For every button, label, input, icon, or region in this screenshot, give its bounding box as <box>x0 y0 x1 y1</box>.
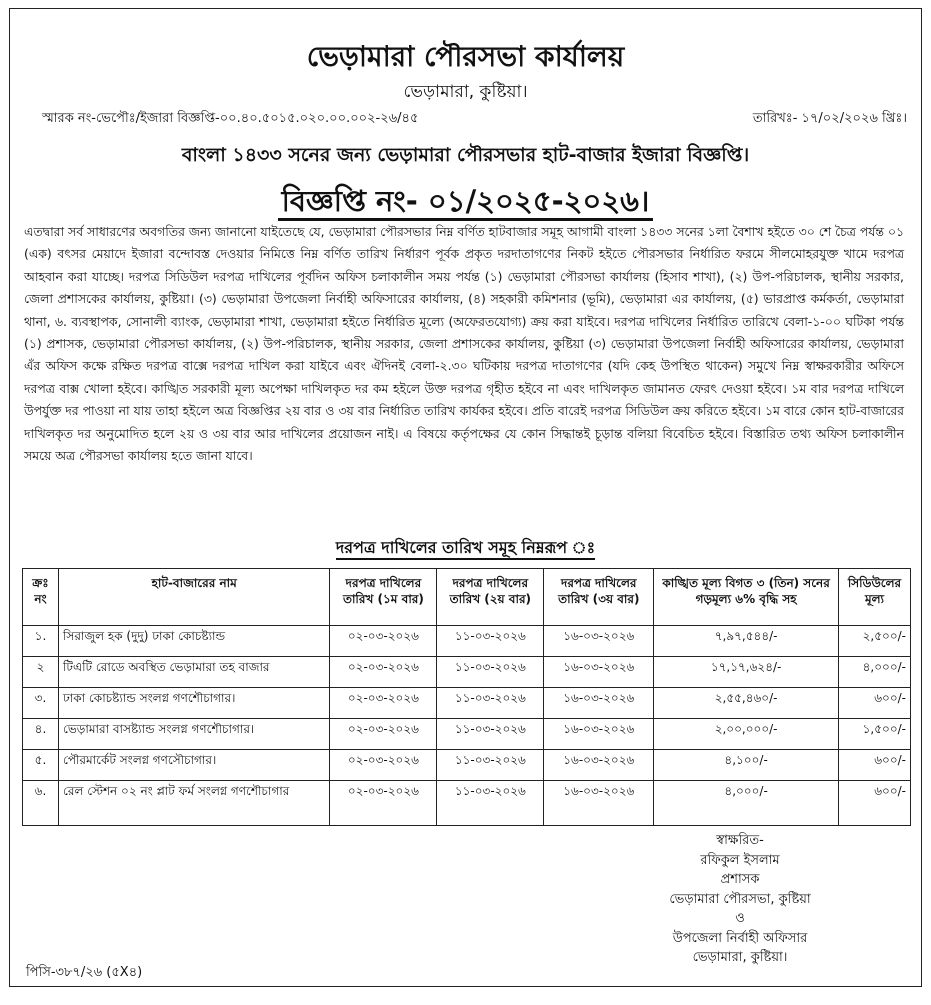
tender-dates-table <box>22 568 911 826</box>
cell-name: ঢাকা কোচষ্ট্যান্ড সংলগ্ন গণশৌচাগার। <box>58 688 330 719</box>
signed-label: স্বাক্ষরিত- <box>716 833 764 848</box>
header-sl: ক্রঃ নং <box>23 569 59 626</box>
office-title: ভেড়ামারা পৌরসভা কার্যালয় <box>306 40 625 73</box>
memo-number: স্মারক নং-ভেপৌঃ/ইজারা বিজ্ঞপ্তি-০০.৪০.৫০১৫.০২০.০০.০০২-২৬/৪৫ <box>42 111 419 126</box>
header-name: হাট-বাজারের নাম <box>58 569 330 626</box>
cell-date1: ০২-০৩-২০২৬ <box>330 719 437 750</box>
header-date3: দরপত্র দাখিলের তারিখ (৩য় বার) <box>544 569 654 626</box>
table-row <box>23 719 911 750</box>
cell-date1: ০২-০৩-২০২৬ <box>330 688 437 719</box>
pc-code: পিসি-৩৮৭/২৬ (৫X৪) <box>26 965 143 980</box>
table-row <box>23 781 911 826</box>
cell-price: ৪,১০০/- <box>654 750 839 781</box>
cell-date2: ১১-০৩-২০২৬ <box>437 688 544 719</box>
cell-name: পৌরমার্কেট সংলগ্ন গণসৌচাগার। <box>58 750 330 781</box>
table-row <box>23 657 911 688</box>
cell-name: সিরাজুল হক (দুদু) ঢাকা কোচষ্ট্যান্ড <box>58 626 330 657</box>
cell-price: ২,০০,০০০/- <box>654 719 839 750</box>
signatory-place: ভেড়ামারা, কুষ্টিয়া। <box>692 950 788 965</box>
notice-body: এতদ্বারা সর্ব সাধারণের অবগতির জন্য জানানো যাইতেছে যে, ভেড়ামারা পৌরসভার নিম্ন বর্ণিত হাটবাজার সমূহ আগামী বাংলা ১৪৩৩ সনের ১লা বৈশাখ হইতে ৩০ শে চৈত্র পর্যন্ত ০১ (এক) বৎসর মেয়াদে ইজারা বন্দোবস্ত দেওয়ার নিমিত্তে নিম্ন বর্ণিত তারিখ নির্ধারণ পূর্বক প্রকৃত দরদাতাগণের নিকট হইতে পৌরসভার নির্ধারিত ফরমে সীলমোহরযুক্ত খামে দরপত্র আহবান করা যাচ্ছে। দরপত্র সিডিউল দরপত্র দাখিলের পূর্বদিন অফিস চলাকালীন সময় পর্যন্ত (১) ভেড়ামারা পৌরসভা কার্যালয় (হিসাব শাখা), (২) উপ-পরিচালক, স্থানীয় সরকার, জেলা প্রশাসকের কার্যালয়, কুষ্টিয়া। (৩) ভেড়ামারা উপজেলা নির্বাহী অফিসারের কার্যালয়, (৪) সহকারী কমিশনার (ভূমি), ভেড়ামারা এর কার্যালয়, (৫) ভারপ্রাপ্ত কর্মকর্তা, ভেড়ামারা থানা, ৬. ব্যবস্থাপক, সোনালী ব্যাংক, ভেড়ামারা শাখা, ভেড়ামারা হইতে নির্ধারিত মূল্যে (অফেরতযোগ্য) ক্রয় করা যাইবে। দরপত্র দাখিলের নির্ধারিত তারিখে বেলা-১-০০ ঘটিকা পর্যন্ত (১) প্রশাসক, ভেড়ামারা পৌরসভা কার্যালয়, (২) উপ-পরিচালক, স্থানীয় সরকার, জেলা প্রশাসকের কার্যালয়, কুষ্টিয়া (৩) ভেড়ামারা উপজেলা নির্বাহী অফিসারের কার্যালয়, ভেড়ামারা এঁর অফিস কক্ষে রক্ষিত দরপত্র বাক্সে দরপত্র দাখিল করা যাইবে এবং ঐদিনই বেলা-২.৩০ ঘটিকায় দরপত্র দাতাগণের (যদি কেহ উপস্থিত থাকেন) সমুখে নিম্ন স্বাক্ষরকারীর অফিসে দরপত্র বাক্স খোলা হইবে। কাঙ্খিত সরকারী মূল্য অপেক্ষা দাখিলকৃত দর কম হইলে উক্ত দরপত্র গৃহীত হইবে না এবং দাখিলকৃত জামানত ফেরৎ দেওয়া হইবে। ১ম বার দরপত্র দাখিলে উপর্যুক্ত দর পাওয়া না যায় তাহা হইলে অত্র বিজ্ঞপ্তির ২য় বার ও ৩য় বার নির্ধারিত তারিখ কার্যকর হইবে। প্রতি বারেই দরপত্র সিডিউল ক্রয় করিতে হইবে। ১ম বারে কোন হাট-বাজারের দাখিলকৃত দর অনুমোদিত হলে ২য় ও ৩য় বার আর দাখিলের প্রয়োজন নাই। এ বিষয়ে কর্তৃপক্ষের যে কোন সিদ্ধান্তই চূড়ান্ত বলিয়া বিবেচিত হইবে। বিস্তারিত তথ্য অফিস চলাকালীন সময়ে অত্র পৌরসভা কার্যালয় হতে জানা যাবে। <box>24 224 904 464</box>
table-header-row <box>23 569 911 626</box>
cell-date3: ১৬-০৩-২০২৬ <box>544 688 654 719</box>
cell-price: ৭,৯৭,৫৪৪/- <box>654 626 839 657</box>
cell-date2: ১১-০৩-২০২৬ <box>437 750 544 781</box>
notice-number-text: বিজ্ঞপ্তি নং- ০১/২০২৫-২০২৬। <box>278 184 654 221</box>
cell-date2: ১১-০৩-২০২৬ <box>437 657 544 688</box>
signatory-role2: উপজেলা নির্বাহী অফিসার <box>672 930 808 946</box>
signatory-role: প্রশাসক <box>720 872 760 887</box>
cell-date3: ১৬-০৩-২০২৬ <box>544 719 654 750</box>
cell-sl: ৬. <box>23 781 59 826</box>
cell-date3: ১৬-০৩-২০২৬ <box>544 657 654 688</box>
signature-and: ও <box>735 911 745 926</box>
table-title <box>10 535 921 562</box>
cell-date3: ১৬-০৩-২০২৬ <box>544 781 654 826</box>
header-date2: দরপত্র দাখিলের তারিখ (২য় বার) <box>437 569 544 626</box>
signatory-org: ভেড়ামারা পৌরসভা, কুষ্টিয়া <box>669 891 811 907</box>
cell-date2: ১১-০৩-২০২৬ <box>437 719 544 750</box>
cell-sl: ২ <box>23 657 59 688</box>
table-row <box>23 750 911 781</box>
table-row <box>23 688 911 719</box>
cell-name: ভেড়ামারা বাসষ্ট্যান্ড সংলগ্ন গণশৌচাগার। <box>58 719 330 750</box>
cell-schedule: ১,৫০০/- <box>838 719 910 750</box>
cell-price: ৪,০০০/- <box>654 781 839 826</box>
table-title-text: দরপত্র দাখিলের তারিখ সমূহ নিম্নরূপ ঃ <box>336 538 595 560</box>
notice-date: তারিখঃ- ১৭/০২/২০২৬ খ্রিঃ। <box>752 111 907 126</box>
header-price: কাঙ্খিত মূল্য বিগত ৩ (তিন) সনের গড়মূল্য ৬% বৃদ্ধি সহ <box>654 569 839 626</box>
cell-name: রেল স্টেশন ০২ নং প্লাট ফর্ম সংলগ্ন গণশৌচাগার <box>58 781 330 826</box>
cell-date1: ০২-০৩-২০২৬ <box>330 657 437 688</box>
notice-heading: বাংলা ১৪৩৩ সনের জন্য ভেড়ামারা পৌরসভার হাট-বাজার ইজারা বিজ্ঞপ্তি। <box>181 144 750 166</box>
header-date1: দরপত্র দাখিলের তারিখ (১ম বার) <box>330 569 437 626</box>
cell-schedule: ২,৫০০/- <box>838 626 910 657</box>
header-schedule: সিডিউলের মূল্য <box>838 569 910 626</box>
table-row <box>23 626 911 657</box>
cell-sl: ১. <box>23 626 59 657</box>
cell-date1: ০২-০৩-২০২৬ <box>330 626 437 657</box>
cell-schedule: ৪,০০০/- <box>838 657 910 688</box>
cell-date1: ০২-০৩-২০২৬ <box>330 781 437 826</box>
cell-sl: ৫. <box>23 750 59 781</box>
cell-sl: ৪. <box>23 719 59 750</box>
cell-schedule: ৬০০/- <box>838 781 910 826</box>
cell-price: ২,৫৫,৪৬০/- <box>654 688 839 719</box>
cell-schedule: ৬০০/- <box>838 750 910 781</box>
signatory-name: রফিকুল ইসলাম <box>700 852 780 868</box>
cell-name: টিএটি রোডে অবস্থিত ভেড়ামারা তহ বাজার <box>58 657 330 688</box>
cell-date1: ০২-০৩-২০২৬ <box>330 750 437 781</box>
cell-date2: ১১-০৩-২০২৬ <box>437 626 544 657</box>
signature-block <box>570 831 910 968</box>
cell-price: ১৭,১৭,৬২৪/- <box>654 657 839 688</box>
office-location: ভেড়ামারা, কুষ্টিয়া। <box>403 82 528 102</box>
cell-sl: ৩. <box>23 688 59 719</box>
notice-page <box>9 8 922 987</box>
cell-date2: ১১-০৩-২০২৬ <box>437 781 544 826</box>
cell-schedule: ৬০০/- <box>838 688 910 719</box>
cell-date3: ১৬-০৩-২০২৬ <box>544 750 654 781</box>
cell-date3: ১৬-০৩-২০২৬ <box>544 626 654 657</box>
